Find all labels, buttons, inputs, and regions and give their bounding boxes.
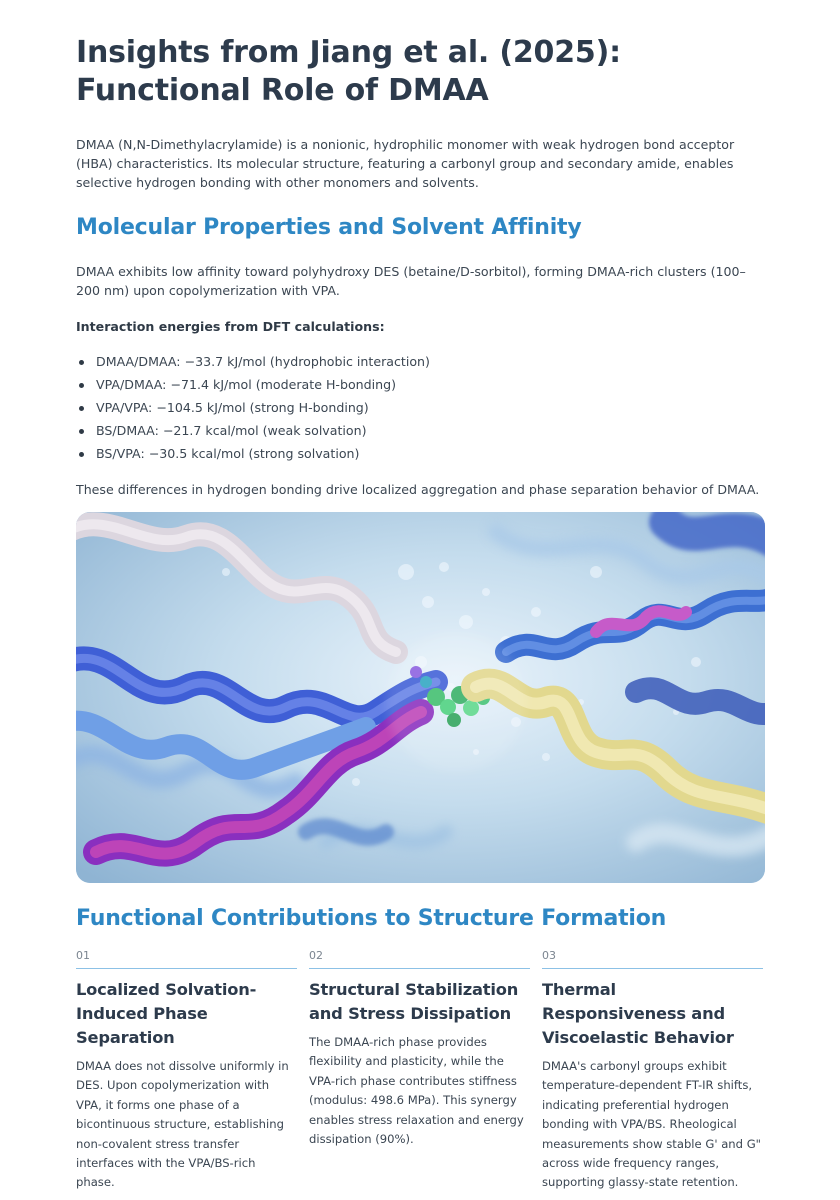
- feature-card: [309, 949, 530, 1193]
- card-title: Localized Solvation-Induced Phase Separation: [76, 980, 257, 1047]
- list-item: VPA/DMAA: −71.4 kJ/mol (moderate H-bonding): [96, 373, 764, 396]
- section-heading-functional: Functional Contributions to Structure Formation: [76, 906, 667, 931]
- card-title: Thermal Responsiveness and Viscoelastic Behavior: [542, 980, 734, 1047]
- energies-label: Interaction energies from DFT calculations:: [76, 319, 385, 334]
- card-body: DMAA's carbonyl groups exhibit temperature-dependent FT-IR shifts, indicating preferential hydrogen bonding with VPA/BS. Rheological measurements show stable G' and G" across wide frequency ranges, supporting glassy-state retention.: [542, 1059, 762, 1190]
- card-body: DMAA does not dissolve uniformly in DES. Upon copolymerization with VPA, it forms one phase of a bicontinuous structure, establishing non-covalent stress transfer interfaces with the VPA/BS-rich phase.: [76, 1059, 289, 1190]
- list-item: BS/VPA: −30.5 kcal/mol (strong solvation): [96, 442, 764, 465]
- feature-card: [76, 949, 297, 1193]
- list-item: BS/DMAA: −21.7 kcal/mol (weak solvation): [96, 419, 764, 442]
- section-heading-properties: Molecular Properties and Solvent Affinity: [76, 215, 582, 240]
- summary-paragraph: These differences in hydrogen bonding drive localized aggregation and phase separation behavior of DMAA.: [76, 482, 760, 497]
- properties-paragraph: DMAA exhibits low affinity toward polyhydroxy DES (betaine/D-sorbitol), forming DMAA-rich clusters (100–200 nm) upon copolymerization with VPA.: [76, 264, 746, 298]
- card-number: 03: [542, 949, 763, 969]
- energies-list: [76, 350, 764, 465]
- molecular-illustration: [76, 512, 765, 883]
- intro-paragraph: DMAA (N,N-Dimethylacrylamide) is a nonionic, hydrophilic monomer with weak hydrogen bond acceptor (HBA) characteristics. Its molecular structure, featuring a carbonyl group and secondary amide, enables selective hydrogen bonding with other monomers and solvents.: [76, 137, 735, 190]
- list-item: VPA/VPA: −104.5 kJ/mol (strong H-bonding): [96, 396, 764, 419]
- feature-card: [542, 949, 763, 1193]
- card-body: The DMAA-rich phase provides flexibility and plasticity, while the VPA-rich phase contributes stiffness (modulus: 498.6 MPa). This synergy enables stress relaxation and energy dissipation (90%).: [309, 1035, 524, 1147]
- card-title: Structural Stabilization and Stress Dissipation: [309, 980, 519, 1023]
- feature-cards: [76, 949, 764, 1193]
- card-number: 01: [76, 949, 297, 969]
- card-number: 02: [309, 949, 530, 969]
- polymer-chains-image: [76, 512, 765, 883]
- list-item: DMAA/DMAA: −33.7 kJ/mol (hydrophobic interaction): [96, 350, 764, 373]
- page-title: Insights from Jiang et al. (2025): Functional Role of DMAA: [76, 35, 621, 108]
